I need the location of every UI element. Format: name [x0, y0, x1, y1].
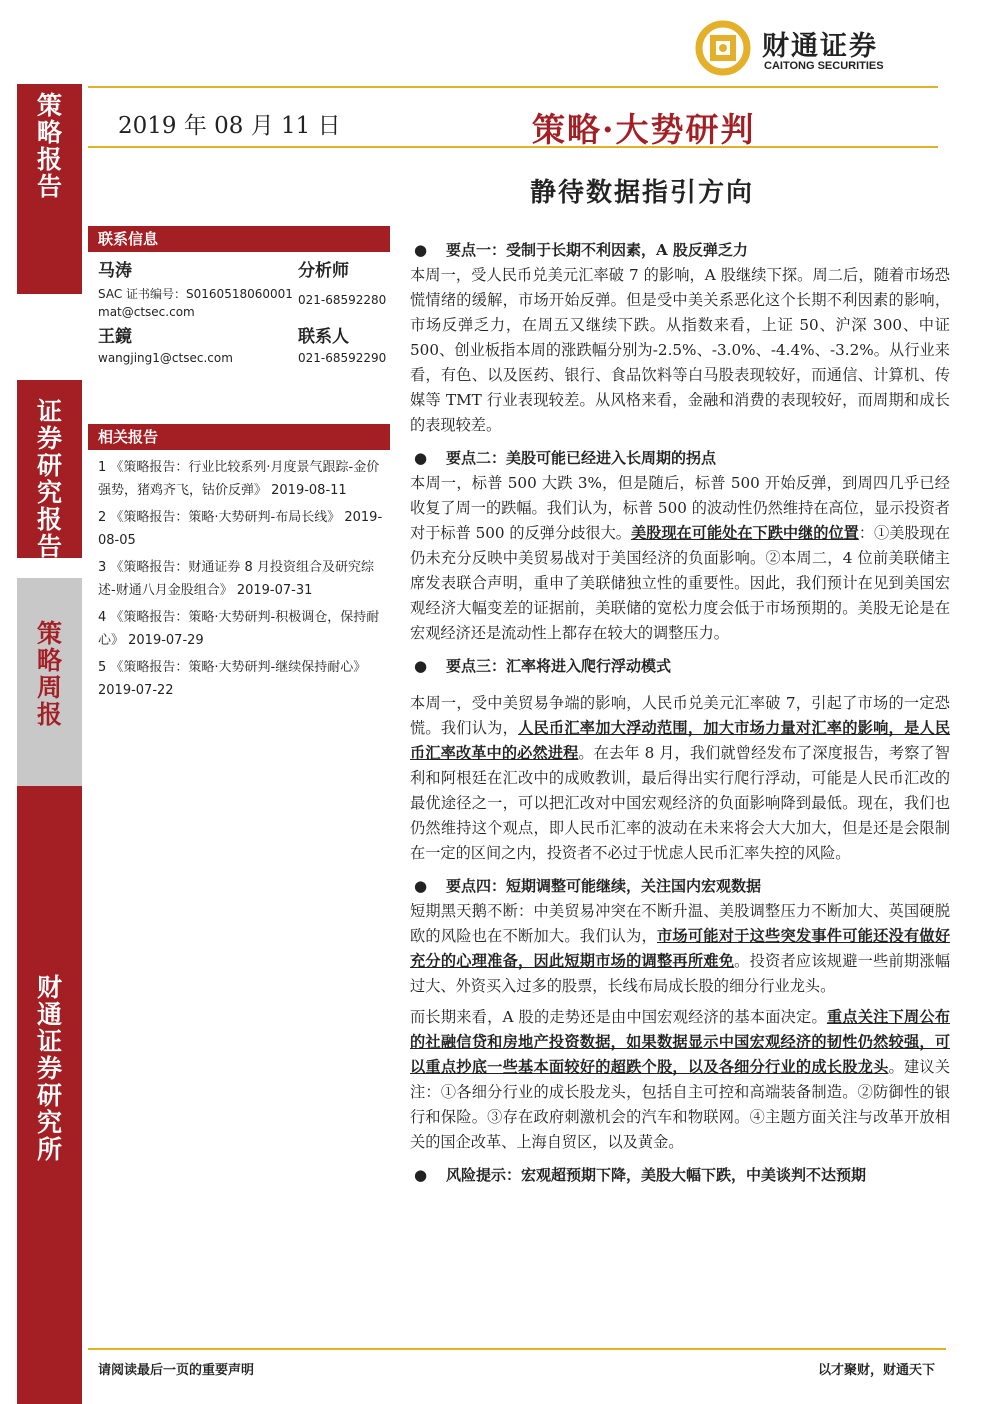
logo-text-en: CAITONG SECURITIES	[764, 60, 884, 72]
risk-warning: ● 风险提示：宏观超预期下降，美股大幅下跌，中美谈判不达预期	[410, 1163, 950, 1188]
highlight-text: 重点关注下周公布的社融信贷和房地产投资数据，如果数据显示中国宏观经济的韧性仍然较强，可以重点抄底一些基本面较好的超跌个股，以及各细分行业的成长股龙头	[410, 1008, 951, 1076]
analyst-name: 马涛	[98, 261, 132, 281]
highlight-text: 市场可能对于这些突发事件可能还没有做好充分的心理准备，因此短期市场的调整再所难免	[410, 927, 951, 970]
paragraph-5: 而长期来看，A 股的走势还是由中国宏观经济的基本面决定。重点关注下周公布的社融信贷和房地产投资数据，如果数据显示中国宏观经济的韧性仍然较强，可以重点抄底一些基本面较好的超跌个股，以及各细分行业的成长股龙头。建议关注：①各细分行业的成长股龙头，包括自主可控和高端装备制造。②防御性的银行和保险。③存在政府刺激机会的汽车和物联网。④主题方面关注与改革开放相关的国企改革、上海自贸区，以及黄金。	[410, 1008, 951, 1151]
company-logo	[694, 20, 944, 76]
key-point-4: ● 要点四：短期调整可能继续，关注国内宏观数据	[410, 874, 950, 899]
title-rule	[88, 146, 938, 148]
logo-emblem-icon	[694, 20, 752, 76]
analyst-phone: 021-68592280	[298, 293, 387, 307]
analyst-sac: SAC 证书编号：S0160518060001	[98, 287, 293, 301]
side-label-strategy-report: 策略报告	[17, 84, 82, 294]
report-date: 2019 年 08 月 11 日	[118, 113, 341, 139]
related-report-item[interactable]: 4 《策略报告：策略·大势研判-积极调仓，保持耐心》 2019-07-29	[98, 610, 380, 648]
related-header: 相关报告	[88, 424, 390, 450]
related-report-item[interactable]: 2 《策略报告：策略·大势研判-布局长线》 2019-08-05	[98, 510, 383, 548]
footer-slogan: 以才聚财，财通天下	[817, 1363, 935, 1378]
paragraph-1: 本周一，受人民币兑美元汇率破 7 的影响，A 股继续下探。周二后，随着市场恐慌情绪的缓解，市场开始反弹。但是受中美关系恶化这个长期不利因素的影响，市场反弹乏力，在周五又继续下跌。从指数来看，上证 50、沪深 300、中证 500、创业板指本周的涨跌幅分别为-2.5%、-3.0%、-4.4%、-3.2%。从行业来看，有色、以及医药、银行、食品饮料等白马股表现较好，而通信、计算机、传媒等 TMT 行业表现较差。从风格来看，金融和消费的表现较好，而周期和成长的表现较差。	[410, 266, 950, 434]
contact-role: 联系人	[298, 327, 349, 347]
bullet-icon: ●	[414, 877, 428, 895]
contact-phone: 021-68592290	[298, 351, 387, 365]
footer-disclaimer: 请阅读最后一页的重要声明	[98, 1363, 255, 1378]
related-report-item[interactable]: 5 《策略报告：策略·大势研判-继续保持耐心》 2019-07-22	[98, 660, 367, 698]
key-point-2: ● 要点二：美股可能已经进入长周期的拐点	[410, 446, 950, 471]
highlight-text: 人民币汇率加大浮动范围，加大市场力量对汇率的影响，是人民币汇率改革中的必然进程	[410, 719, 951, 762]
bullet-icon: ●	[414, 449, 428, 467]
key-point-3: ● 要点三：汇率将进入爬行浮动模式	[410, 654, 950, 679]
bullet-icon: ●	[414, 241, 428, 259]
related-report-item[interactable]: 3 《策略报告：财通证券 8 月投资组合及研究综述-财通八月金股组合》 2019-07-31	[98, 560, 374, 598]
key-point-1: ● 要点一：受制于长期不利因素，A 股反弹乏力	[410, 238, 950, 263]
side-label-research-report: 证券研究报告	[17, 380, 82, 558]
contact-email[interactable]: wangjing1@ctsec.com	[98, 351, 233, 365]
side-label-institute: 财通证券研究所	[17, 786, 82, 1404]
related-report-item[interactable]: 1 《策略报告：行业比较系列·月度景气跟踪-金价强势，猪鸡齐飞，钴价反弹》 2019-08-11	[98, 460, 380, 498]
main-body	[410, 238, 950, 1188]
side-label-weekly: 策略周报	[17, 578, 82, 786]
analyst-role: 分析师	[298, 261, 349, 281]
paragraph-4: 短期黑天鹅不断：中美贸易冲突在不断升温、美股调整压力不断加大、英国硬脱欧的风险也在不断加大。我们认为，市场可能对于这些突发事件可能还没有做好充分的心理准备，因此短期市场的调整再所难免。投资者应该规避一些前期涨幅过大、外资买入过多的股票，长线布局成长股的细分行业龙头。	[410, 902, 951, 995]
page-title: 静待数据指引方向	[530, 178, 755, 208]
logo-text-cn: 财通证券	[762, 31, 878, 62]
related-reports-list	[98, 456, 388, 706]
contact-header: 联系信息	[88, 226, 390, 252]
contact-name: 王鏡	[98, 327, 132, 347]
header-rule	[88, 86, 938, 88]
paragraph-3: 本周一，受中美贸易争端的影响，人民币兑美元汇率破 7，引起了市场的一定恐慌。我们认为，人民币汇率加大浮动范围，加大市场力量对汇率的影响，是人民币汇率改革中的必然进程。在去年 8 月，我们就曾经发布了深度报告，考察了智利和阿根廷在汇改中的成败教训，最后得出实行爬行浮动，可能是人民币汇改的最优途径之一，可以把汇改对中国宏观经济的负面影响降到最低。现在，我们也仍然维持这个观点，即人民币汇率的波动在未来将会大大加大，但是还是会限制在一定的区间之内，投资者不必过于忧虑人民币汇率失控的风险。	[410, 694, 951, 862]
highlight-text: 美股现在可能处在下跌中继的位置	[630, 524, 859, 542]
report-series: 策略·大势研判	[532, 110, 756, 149]
bullet-icon: ●	[414, 657, 428, 675]
footer-rule	[88, 1348, 946, 1350]
bullet-icon: ●	[414, 1166, 428, 1184]
paragraph-2: 本周一，标普 500 大跌 3%，但是随后，标普 500 开始反弹，到周四几乎已经收复了周一的跌幅。我们认为，标普 500 的波动性仍然维持在高位，显示投资者对于标普 500 的反弹分歧很大。美股现在可能处在下跌中继的位置：①美股现在仍未充分反映中美贸易战对于美国经济的负面影响。②本周二，4 位前美联储主席发表联合声明，重申了美联储独立性的重要性。因此，我们预计在见到美国宏观经济大幅变差的证据前，美联储的宽松力度会低于市场预期的。美股无论是在宏观经济还是流动性上都存在较大的调整压力。	[410, 474, 951, 642]
analyst-email[interactable]: mat@ctsec.com	[98, 305, 195, 319]
